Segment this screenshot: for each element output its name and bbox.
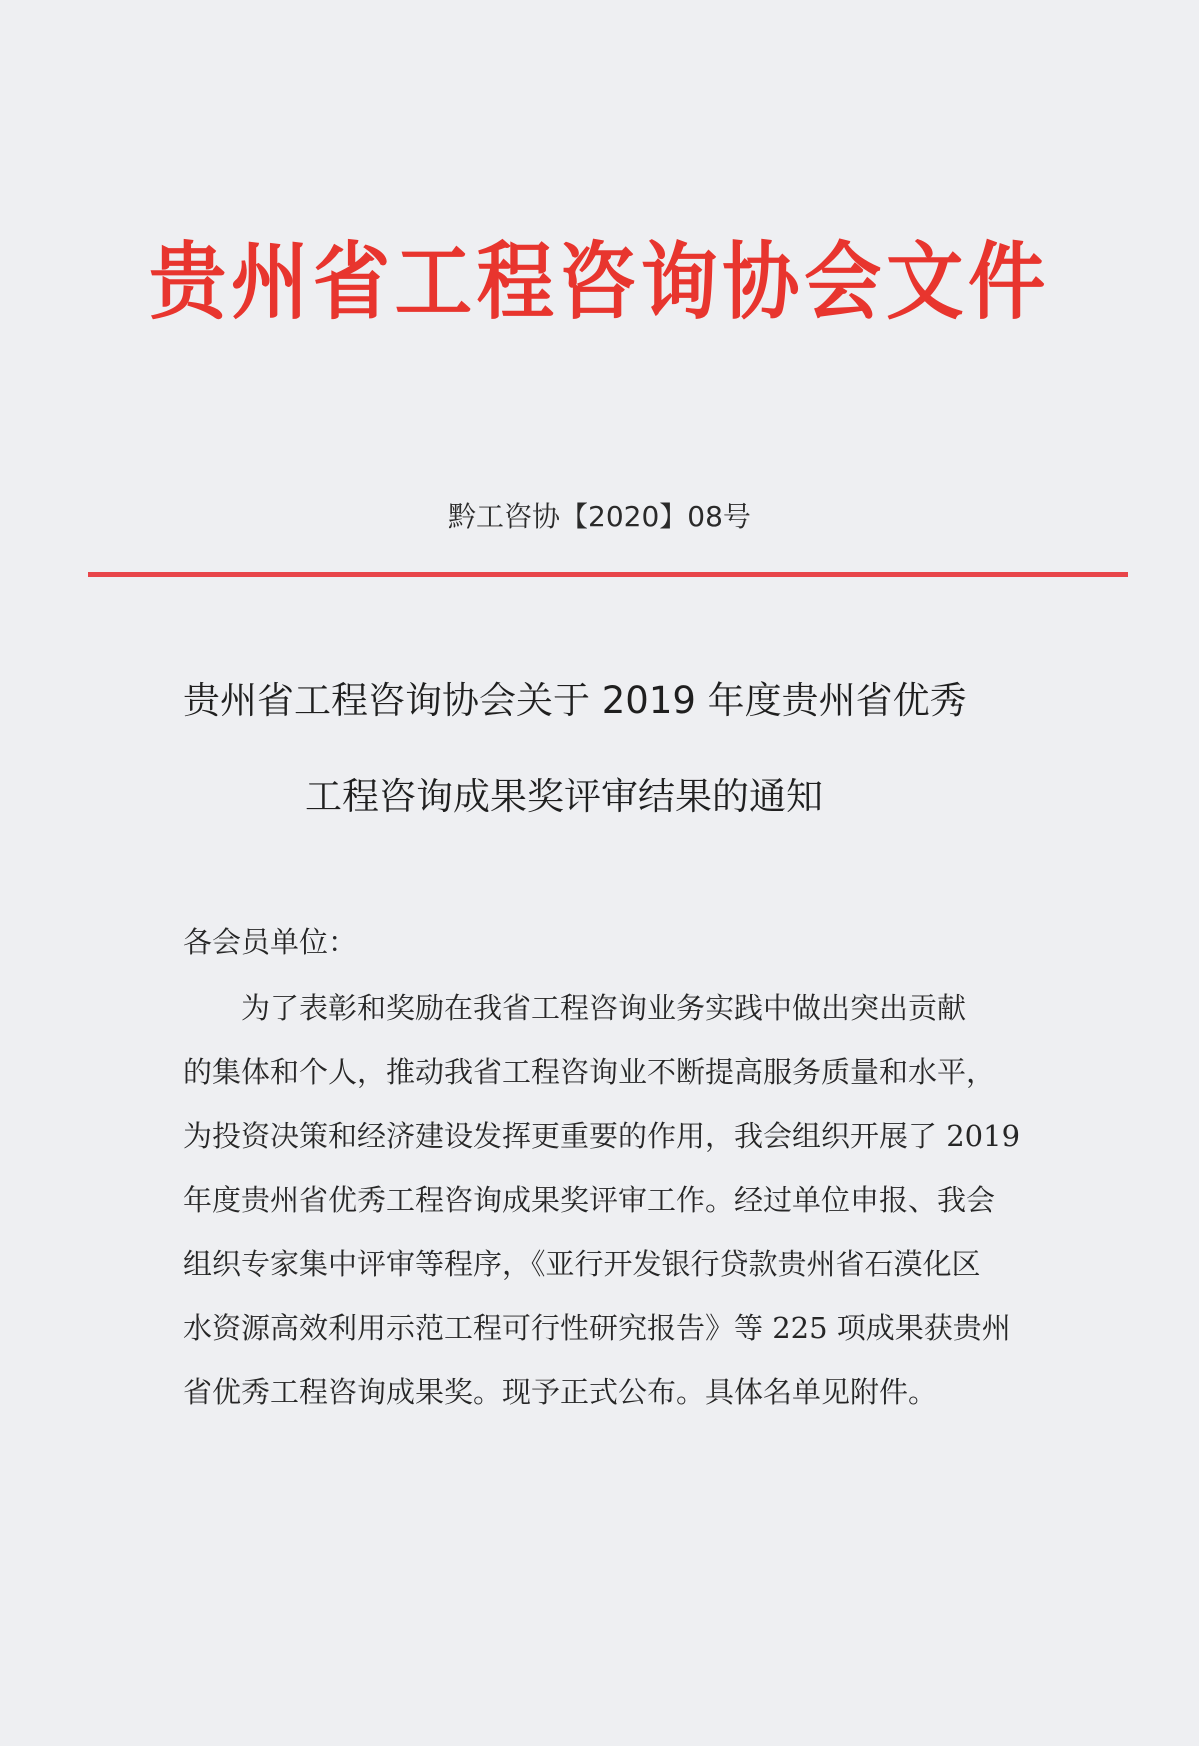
body-line: 为投资决策和经济建设发挥更重要的作用，我会组织开展了 2019 <box>183 1119 1021 1153</box>
body-line: 组织专家集中评审等程序，《亚行开发银行贷款贵州省石漠化区 <box>183 1247 981 1281</box>
body-line: 水资源高效利用示范工程可行性研究报告》等 225 项成果获贵州 <box>183 1311 1011 1345</box>
body-line: 的集体和个人，推动我省工程咨询业不断提高服务质量和水平， <box>183 1055 996 1089</box>
notice-title-line-2: 工程咨询成果奖评审结果的通知 <box>305 775 823 818</box>
body-line: 为了表彰和奖励在我省工程咨询业务实践中做出突出贡献 <box>183 991 967 1025</box>
notice-title-line-1: 贵州省工程咨询协会关于 2019 年度贵州省优秀 <box>183 679 967 722</box>
document-number: 黔工咨协【2020】08号 <box>448 500 751 533</box>
document-header-title: 贵州省工程咨询协会文件 <box>149 233 1050 331</box>
body-line: 年度贵州省优秀工程咨询成果奖评审工作。经过单位申报、我会 <box>183 1183 996 1217</box>
body-line: 省优秀工程咨询成果奖。现予正式公布。具体名单见附件。 <box>183 1375 938 1409</box>
red-divider-rule <box>88 572 1128 577</box>
salutation: 各会员单位： <box>183 925 358 959</box>
